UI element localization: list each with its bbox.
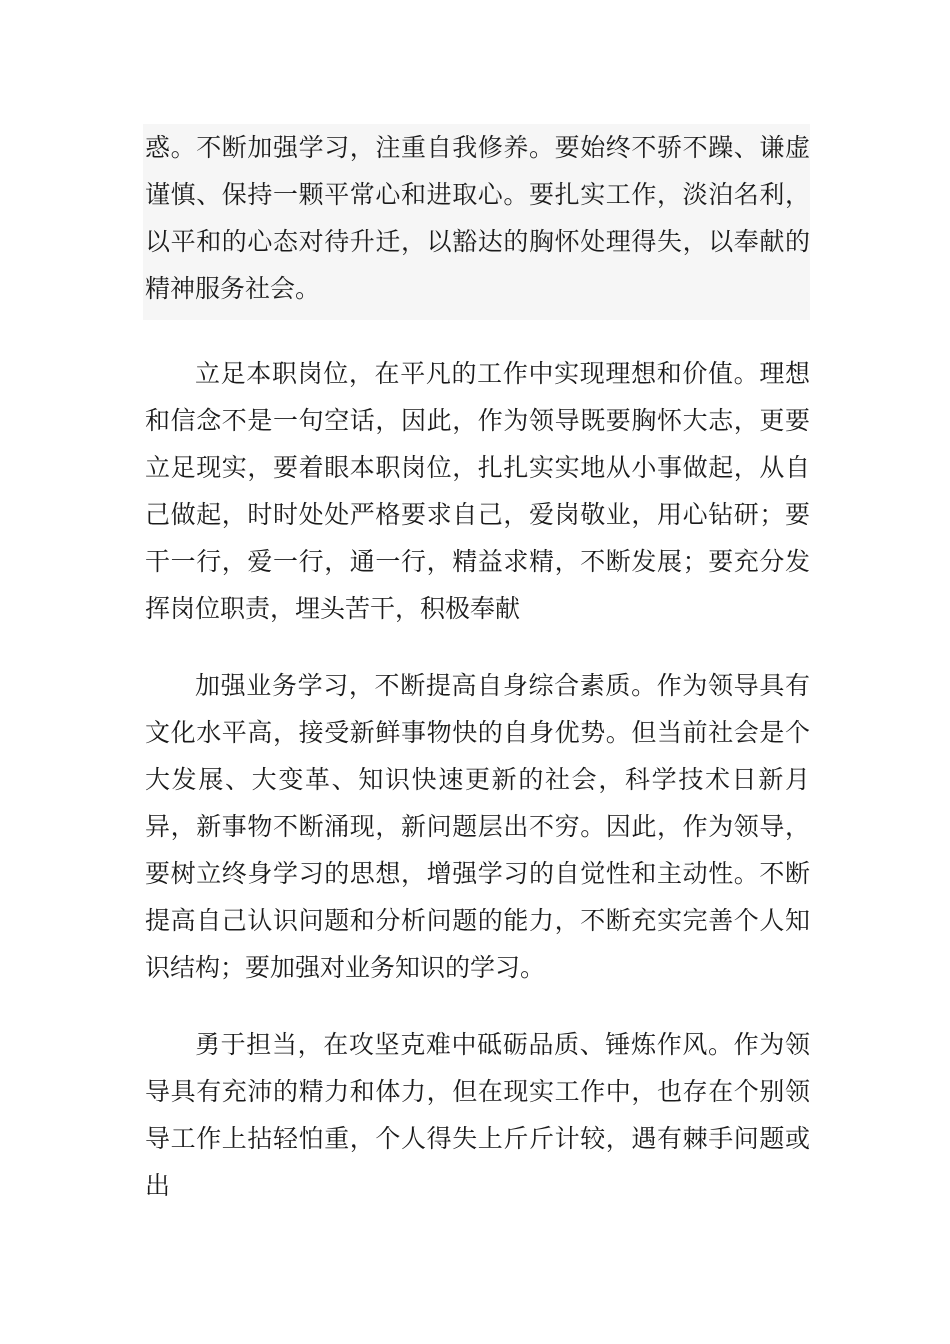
paragraph-spacer: [145, 320, 810, 350]
paragraph-spacer: [145, 991, 810, 1021]
paragraph-continuation: 惑。不断加强学习，注重自我修养。要始终不骄不躁、谦虚谨慎、保持一颗平常心和进取心。要扎实工作，淡泊名利，以平和的心态对待升迁，以豁达的胸怀处理得失，以奉献的精神服务社会。: [143, 124, 810, 320]
document-body: [145, 124, 810, 1209]
paragraph-responsibility: 勇于担当，在攻坚克难中砥砺品质、锤炼作风。作为领导具有充沛的精力和体力，但在现实工作中，也存在个别领导工作上拈轻怕重，个人得失上斤斤计较，遇有棘手问题或出: [145, 1030, 810, 1200]
paragraph-business-study: 加强业务学习，不断提高自身综合素质。作为领导具有文化水平高，接受新鲜事物快的自身优势。但当前社会是个大发展、大变革、知识快速更新的社会，科学技术日新月异，新事物不断涌现，新问题层出不穷。因此，作为领导，要树立终身学习的思想，增强学习的自觉性和主动性。不断提高自己认识问题和分析问题的能力，不断充实完善个人知识结构；要加强对业务知识的学习。: [145, 671, 810, 982]
paragraph-job-position: 立足本职岗位，在平凡的工作中实现理想和价值。理想和信念不是一句空话，因此，作为领导既要胸怀大志，更要立足现实，要着眼本职岗位，扎扎实实地从小事做起，从自己做起，时时处处严格要求自己，爱岗敬业，用心钻研；要干一行，爱一行，通一行，精益求精，不断发展；要充分发挥岗位职责，埋头苦干，积极奉献: [145, 359, 810, 623]
paragraph-spacer: [145, 632, 810, 662]
